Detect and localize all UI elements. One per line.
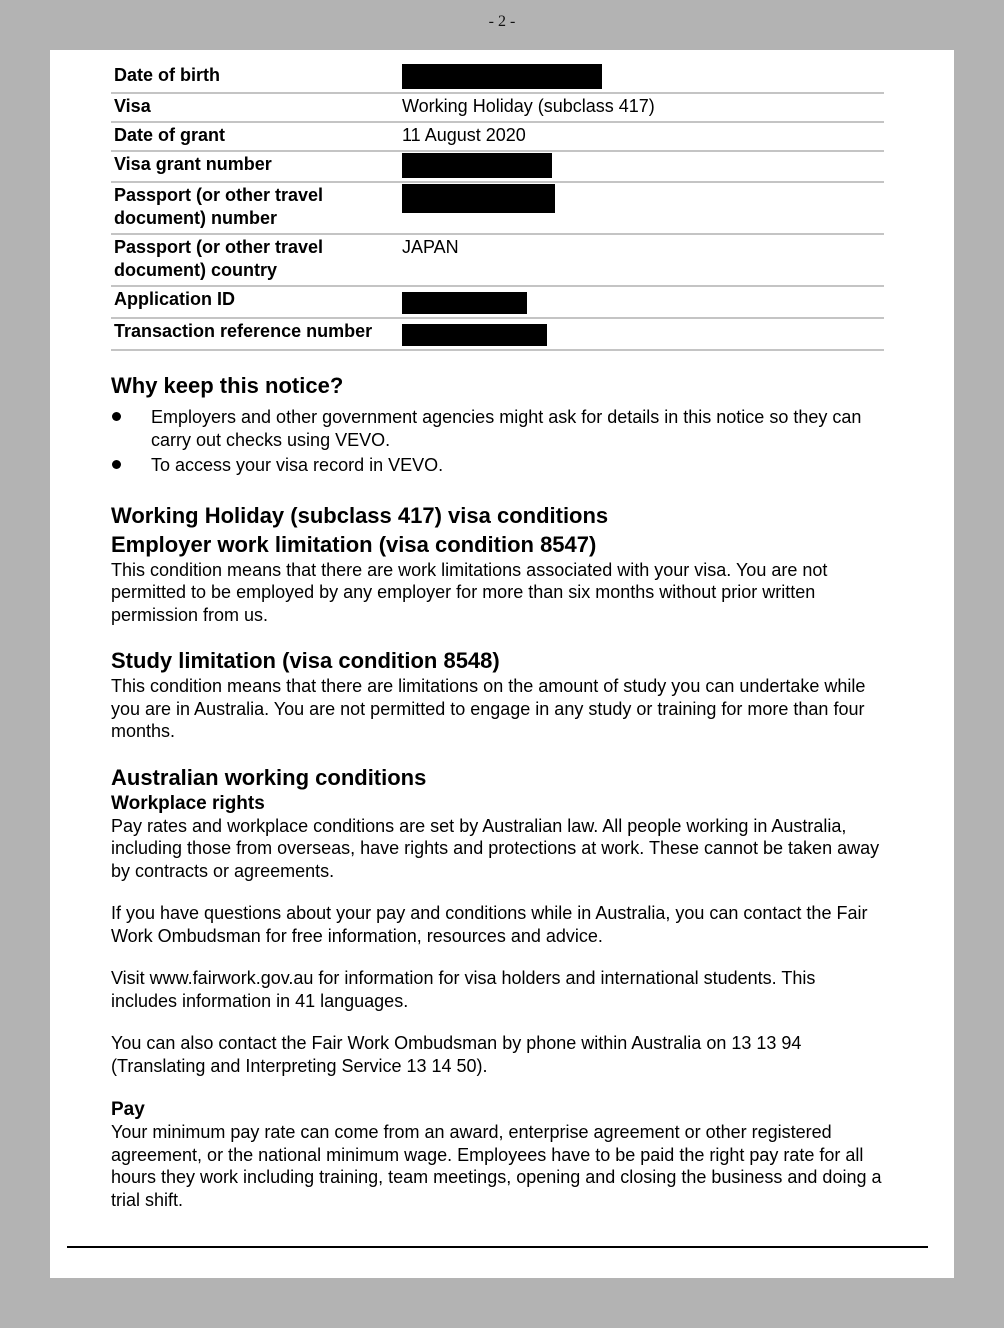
list-item-text: Employers and other government agencies might ask for details in this notice so they can carry out checks using VEVO. [151,407,862,450]
details-row-date-of-birth [111,63,884,93]
redacted-value [402,292,527,314]
workplace-rights-heading: Workplace rights [111,792,265,814]
details-row-passport-country [111,234,884,286]
employer-limitation-text: This condition means that there are work limitations associated with your visa. You are not permitted to be employed by any employer for more than six months without prior written permission from us. [111,559,828,625]
details-row-date-of-grant [111,122,884,151]
details-label: Visa grant number [111,151,397,182]
workplace-rights-paragraph: If you have questions about your pay and conditions while in Australia, you can contact the Fair Work Ombudsman for free information, resources and advice. [111,903,868,946]
page-content [111,63,886,1211]
why-keep-heading: Why keep this notice? [111,373,344,398]
bullet-icon [112,412,121,421]
workplace-rights-paragraph: Pay rates and workplace conditions are set by Australian law. All people working in Australia, including those from overseas, have rights and protections at work. These cannot be taken away by contracts or agreements. [111,815,880,881]
workplace-rights-paragraph: You can also contact the Fair Work Ombudsman by phone within Australia on 13 13 94 (Translating and Interpreting Service 13 14 50). [111,1033,802,1076]
study-limitation-heading: Study limitation (visa condition 8548) [111,648,500,673]
page-number: - 2 - [488,13,516,30]
details-value: Working Holiday (subclass 417) [397,93,884,122]
details-row-visa-grant-number [111,151,884,182]
details-value: 11 August 2020 [397,122,884,151]
pay-heading: Pay [111,1099,145,1120]
study-limitation-text: This condition means that there are limitations on the amount of study you can undertake while you are in Australia. You are not permitted to engage in any study or training for more than four months. [111,676,866,741]
details-label: Visa [111,93,397,122]
why-keep-list [111,406,886,477]
details-label: Date of birth [111,63,397,93]
redacted-value [402,184,555,213]
list-item-text: To access your visa record in VEVO. [151,455,444,475]
working-conditions-heading: Australian working conditions [111,764,427,790]
details-value: JAPAN [397,234,884,286]
redacted-value [402,324,547,346]
list-item [111,454,886,477]
redacted-value [402,64,602,89]
details-label: Application ID [111,286,397,318]
visa-conditions-heading: Working Holiday (subclass 417) visa conditions [111,502,609,528]
workplace-rights-paragraph: Visit www.fairwork.gov.au for information for visa holders and international students. This includes information in 41 languages. [111,968,816,1011]
document-page [50,50,954,1278]
footer-divider [67,1246,928,1248]
list-item [111,406,886,451]
bullet-icon [112,460,121,469]
details-label: Passport (or other travel document) number [111,182,397,234]
details-label: Date of grant [111,122,397,151]
details-row-transaction-reference [111,318,884,350]
details-row-passport-number [111,182,884,234]
employer-limitation-heading: Employer work limitation (visa condition 8547) [111,531,597,557]
details-label: Transaction reference number [111,318,397,350]
details-row-application-id [111,286,884,318]
visa-details-table [111,63,884,351]
details-label: Passport (or other travel document) country [111,234,397,286]
pay-text: Your minimum pay rate can come from an award, enterprise agreement or other registered agreement, or the national minimum wage. Employees have to be paid the right pay rate for all hours they work including training, team meetings, opening and closing the business and doing a trial shift. [111,1122,882,1210]
details-row-visa [111,93,884,122]
redacted-value [402,153,552,178]
